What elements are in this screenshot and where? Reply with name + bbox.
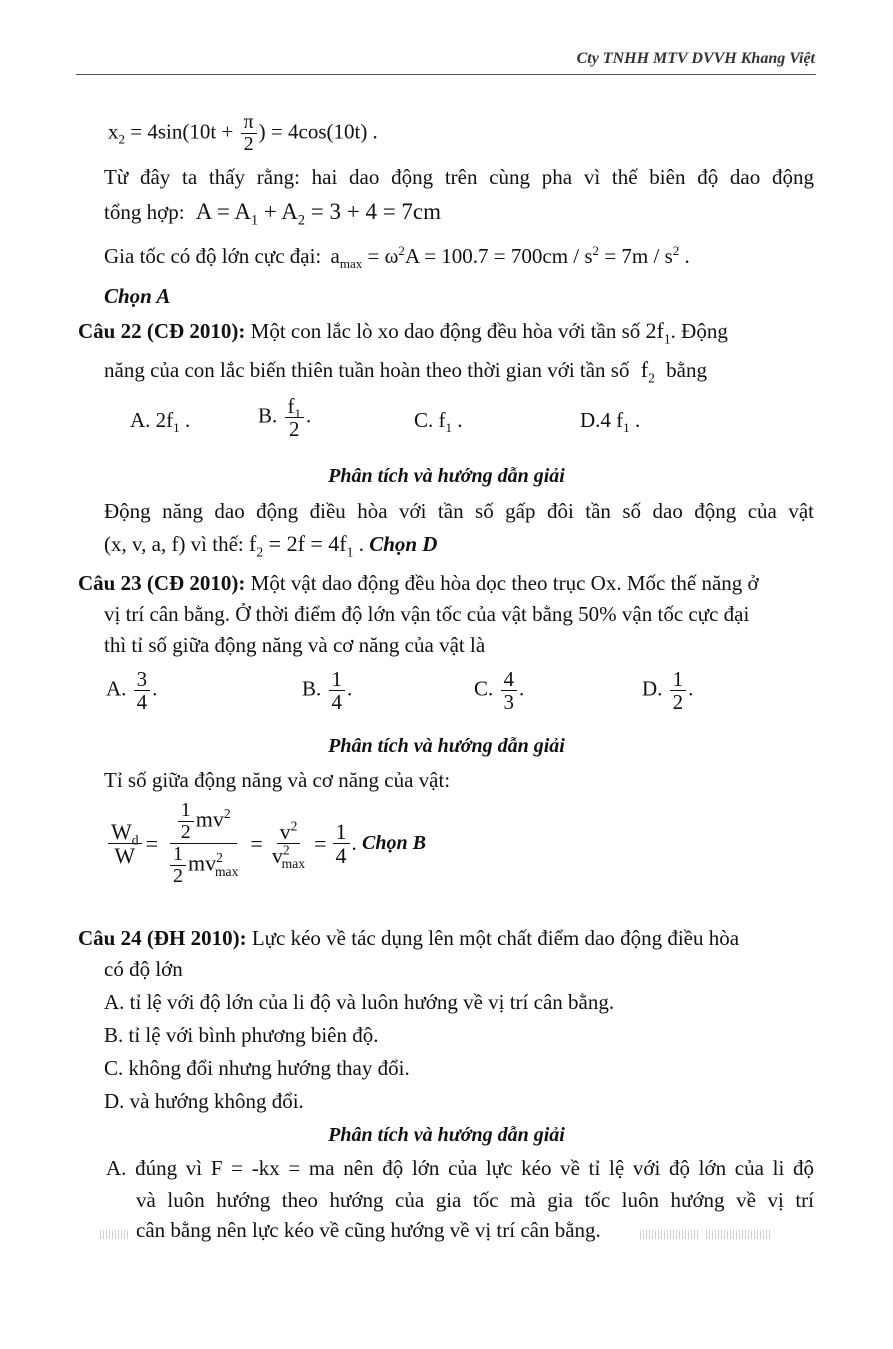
fraction-numerator: 3 — [134, 668, 151, 691]
question-label: Câu 24 (ĐH 2010): — [78, 926, 247, 950]
question-label: Câu 22 (CĐ 2010): — [78, 319, 246, 343]
option-a: A. $2f_1$ . — [130, 408, 191, 436]
question-text: Một con lắc lò xo dao động đều hòa với tần số — [250, 319, 641, 343]
fraction-denominator: 4 — [331, 690, 343, 715]
question-24-line2: có độ lớn — [104, 957, 183, 981]
option-b: B. tỉ lệ với bình phương biên độ. — [104, 1023, 379, 1047]
option-label: B. — [258, 403, 278, 428]
solution-title: Phân tích và hướng dẫn giải — [328, 465, 565, 487]
fraction-denominator: 3 — [503, 690, 515, 715]
option-b: B. $\frac{1}{4}$ . — [302, 667, 353, 715]
scan-artifact — [100, 1230, 128, 1239]
text-line: A. đúng vì F = -kx = ma nên độ lớn của lực kéo về tỉ lệ với độ lớn của li độ — [106, 1156, 814, 1180]
solution-title: Phân tích và hướng dẫn giải — [328, 735, 565, 757]
option-a: A. tỉ lệ với độ lớn của li độ và luôn hướng về vị trí cân bằng. — [104, 990, 615, 1014]
option-label: A. — [106, 676, 127, 701]
text-prefix: tổng hợp: — [104, 200, 185, 224]
text-line: và luôn hướng theo hướng của gia tốc mà gia tốc luôn hướng về vị trí — [136, 1188, 814, 1212]
equation-x2: $x_2 = 4\sin(10t$ + $\frac{\pi}{2}$ ) = 4cos(10t) . — [108, 111, 378, 155]
text-line — [104, 198, 442, 229]
text-line: Từ đây ta thấy rằng: hai dao động trên cùng pha vì thế biên độ dao động — [104, 165, 814, 189]
fraction-numerator: 4 — [501, 668, 518, 691]
fraction-numerator: 1 — [670, 668, 687, 691]
option-label: A. — [130, 408, 151, 432]
scan-artifact — [640, 1230, 698, 1239]
fraction-denominator: 2 — [672, 690, 684, 715]
fraction-numerator: 1 — [329, 668, 346, 691]
question-22-line1: Câu 22 (CĐ 2010): Một con lắc lò xo dao động đều hòa với tần số $2f_1$. Động — [78, 318, 728, 347]
answer-choice: Chọn D — [369, 532, 438, 556]
question-text: Lực kéo về tác dụng lên một chất điểm dao động điều hòa — [251, 926, 740, 950]
text-line: (x, v, a, f) vì thế: $f_2 = 2f = 4f_1$ . Chọn D — [104, 531, 438, 560]
option-label: D. — [580, 408, 601, 432]
option-c: C. không đổi nhưng hướng thay đổi. — [104, 1056, 410, 1080]
option-label: C. — [474, 676, 494, 701]
equation-amax: $a_{max} = \omega^2A = 100.7 = 700cm / s^2 = 7m / s^2$ . — [330, 243, 690, 272]
answer-choice: Chọn B — [362, 832, 426, 854]
option-d: D.4 $f_1$ . — [580, 408, 641, 436]
equation-energy-ratio: $\frac{W_d}{W}$ = $\frac{1}{2}$ $mv^2$ $\frac{1}{2}$ $mv^2_{max}$ = $\frac{v^2}{v^2_{max}}$ = $\frac{1}{4}$ . Chọn B — [106, 800, 426, 887]
header-rule — [76, 74, 816, 75]
text-line: Động năng dao động điều hòa với tần số gấp đôi tần số dao động của vật — [104, 499, 814, 523]
question-24-line1 — [78, 924, 739, 952]
solution-title: Phân tích và hướng dẫn giải — [328, 1124, 565, 1146]
option-label: C. — [414, 408, 434, 432]
question-label: Câu 23 (CĐ 2010): — [78, 571, 246, 595]
question-text: . Động — [670, 319, 728, 343]
option-a: A. $\frac{3}{4}$ . — [106, 667, 158, 715]
text-prefix: (x, v, a, f) vì thế: — [104, 532, 244, 556]
question-23-line2: vị trí cân bằng. Ở thời điểm độ lớn vận tốc của vật bằng 50% vận tốc cực đại — [104, 602, 750, 626]
question-text: năng của con lắc biến thiên tuần hoàn theo thời gian với tần số — [104, 358, 630, 382]
question-23-line3: thì tỉ số giữa động năng và cơ năng của vật là — [104, 633, 486, 657]
option-d: D. và hướng không đổi. — [104, 1089, 304, 1113]
answer-choice: Chọn A — [104, 284, 171, 308]
question-22-line2: năng của con lắc biến thiên tuần hoàn theo thời gian với tần số $f_2$ bằng — [104, 357, 707, 386]
text-prefix: Gia tốc có độ lớn cực đại: — [104, 244, 322, 268]
option-label: B. — [302, 676, 322, 701]
scan-artifact — [706, 1230, 772, 1239]
question-text: bằng — [666, 358, 707, 382]
text-line — [104, 242, 690, 270]
option-c: C. $\frac{4}{3}$ . — [474, 667, 525, 715]
text-line: cân bằng nên lực kéo về cũng hướng về vị trí cân bằng. — [136, 1218, 601, 1242]
option-label: D. — [642, 676, 663, 701]
publisher-header: Cty TNHH MTV DVVH Khang Việt — [576, 50, 815, 67]
equation-amplitude: $A = A_1 + A_2 = 3 + 4 = 7cm$ — [195, 199, 442, 229]
question-text: Một vật dao động đều hòa dọc theo trục Ox. Mốc thế năng ở — [250, 571, 759, 595]
option-c: C. $f_1$ . — [414, 408, 463, 436]
option-d: D. $\frac{1}{2}$ . — [642, 667, 694, 715]
option-b: B. $\frac{f_1}{2}$ . — [258, 394, 312, 442]
question-23-line1 — [78, 569, 759, 597]
text-line: Tỉ số giữa động năng và cơ năng của vật: — [104, 768, 451, 792]
fraction-denominator: 4 — [136, 690, 148, 715]
